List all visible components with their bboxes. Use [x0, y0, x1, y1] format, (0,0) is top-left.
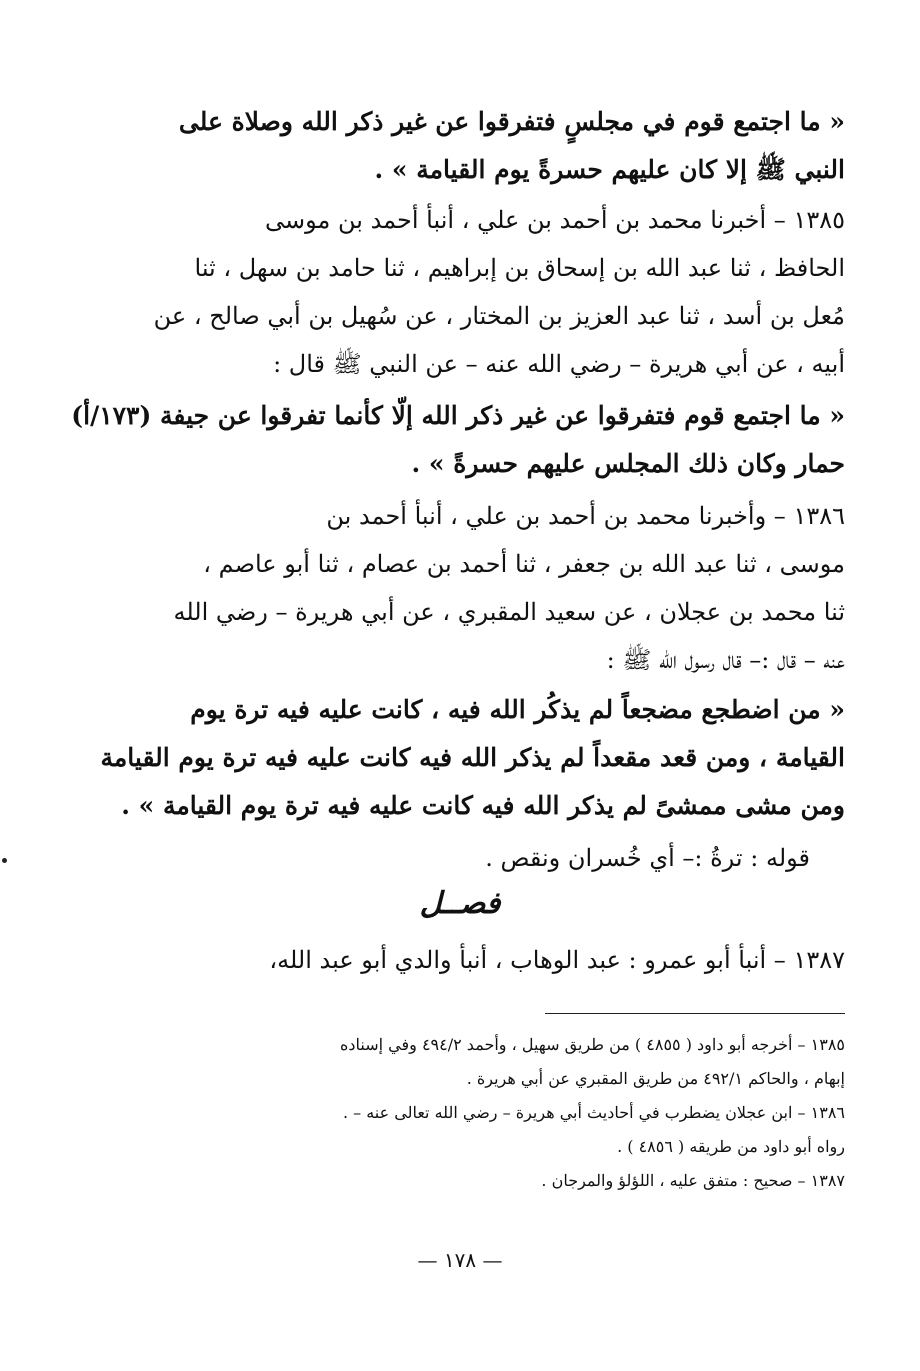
- narration-1386: [85, 492, 845, 684]
- footnote-divider: [545, 1013, 845, 1014]
- footnote-line: رواه أبو داود من طريقه ( ٤٨٥٦ ) .: [617, 1137, 845, 1156]
- text-line: حمار وكان ذلك المجلس عليهم حسرةً » .: [411, 449, 845, 478]
- footnote-line: ١٣٨٦ – ابن عجلان يضطرب في أحاديث أبي هريرة – رضي الله تعالى عنه – .: [342, 1103, 845, 1122]
- footnote-line: ١٣٨٧ – صحيح : متفق عليه ، اللؤلؤ والمرجان .: [541, 1171, 845, 1190]
- footnote-line: إبهام ، والحاكم ٤٩٢/١ من طريق المقبري عن أبي هريرة .: [466, 1069, 845, 1088]
- text-line: ومن مشى ممشىً لم يذكر الله فيه كانت عليه فيه ترة يوم القيامة » .: [121, 791, 845, 820]
- text-line: أبيه ، عن أبي هريرة – رضي الله عنه – عن النبي ﷺ قال :: [273, 350, 845, 378]
- page-number: — ١٧٨ —: [417, 1248, 503, 1272]
- footnotes: [65, 1028, 845, 1198]
- text-line: النبي ﷺ إلا كان عليهم حسرةً يوم القيامة » .: [374, 155, 845, 184]
- narration-1385: [85, 196, 845, 388]
- text-line: ١٣٨٥ – أخبرنا محمد بن أحمد بن علي ، أنبأ أحمد بن موسى: [265, 206, 845, 234]
- text-line: عنه – قال :– قال رسول الله ﷺ :: [606, 646, 845, 674]
- text-line: ١٣٨٦ – وأخبرنا محمد بن أحمد بن علي ، أنبأ أحمد بن: [326, 502, 845, 530]
- gloss-line: [110, 834, 810, 882]
- text-line: ١٣٨٧ – أنبأ أبو عمرو : عبد الوهاب ، أنبأ والدي أبو عبد الله،: [269, 946, 845, 974]
- text-line: « من اضطجع مضجعاً لم يذكُر الله فيه ، كانت عليه فيه ترة يوم: [190, 695, 845, 724]
- narration-1387: [85, 936, 845, 984]
- text-line: قوله : ترةُ :– أي خُسران ونقص .: [485, 844, 810, 872]
- margin-mark: [2, 858, 7, 863]
- hadith-2: [71, 392, 845, 488]
- text-line: الحافظ ، ثنا عبد الله بن إسحاق بن إبراهيم ، ثنا حامد بن سهل ، ثنا: [194, 254, 845, 282]
- footnote-line: ١٣٨٥ – أخرجه أبو داود ( ٤٨٥٥ ) من طريق سهيل ، وأحمد ٤٩٤/٢ وفي إسناده: [339, 1035, 845, 1054]
- text-line: ثنا محمد بن عجلان ، عن سعيد المقبري ، عن أبي هريرة – رضي الله: [173, 598, 845, 626]
- text-line: القيامة ، ومن قعد مقعداً لم يذكر الله فيه كانت عليه فيه ترة يوم القيامة: [100, 743, 845, 772]
- text-line: مُعل بن أسد ، ثنا عبد العزيز بن المختار ، عن سُهيل بن أبي صالح ، عن: [153, 302, 845, 330]
- hadith-3: [85, 686, 845, 830]
- text-line: « ما اجتمع قوم في مجلسٍ فتفرقوا عن غير ذكر الله وصلاة على: [178, 107, 845, 136]
- section-heading: فصــل: [419, 886, 501, 921]
- text-line: موسى ، ثنا عبد الله بن جعفر ، ثنا أحمد بن عصام ، ثنا أبو عاصم ،: [203, 550, 845, 578]
- text-line: « ما اجتمع قوم فتفرقوا عن غير ذكر الله إلّا كأنما تفرقوا عن جيفة (١٧٣/أ): [71, 401, 845, 430]
- hadith-1: [85, 98, 845, 194]
